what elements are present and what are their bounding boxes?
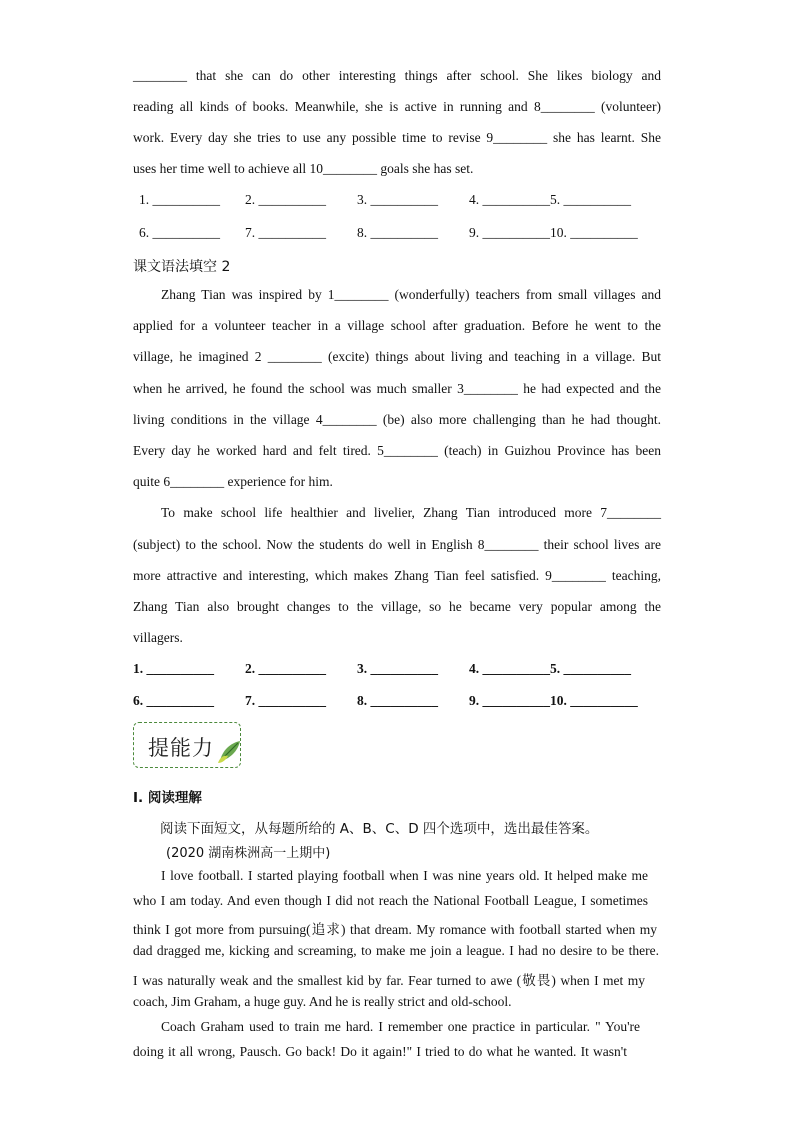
instruction-text: 阅读下面短文，从每题所给的 A、B、C、D 四个选项中，选出最佳答案。 bbox=[160, 821, 599, 837]
section-heading: 课文语法填空 2 bbox=[133, 259, 231, 275]
answer-blank: 7. __________ bbox=[245, 225, 326, 240]
reading-line: doing it all wrong, Pausch. Go back! Do it again!" I tried to do what he wanted. It wasn't bbox=[133, 1044, 627, 1059]
answer-blank: 2. __________ bbox=[245, 661, 326, 676]
answer-blank: 3. __________ bbox=[357, 192, 438, 207]
answer-blank: 4. __________5. __________ bbox=[469, 192, 631, 207]
section-title: I. 阅读理解 bbox=[133, 790, 202, 806]
passage2-line: village, he imagined 2 ________ (excite) things about living and teaching in a village. But bbox=[133, 349, 661, 364]
answer-blank: 9. __________10. __________ bbox=[469, 693, 638, 708]
passage1-line: reading all kinds of books. Meanwhile, she is active in running and 8________ (volunteer) bbox=[133, 99, 661, 114]
passage2-line: Every day he worked hard and felt tired. 5________ (teach) in Guizhou Province has been bbox=[133, 443, 661, 458]
reading-line: Coach Graham used to train me hard. I remember one practice in particular. " You're bbox=[161, 1019, 640, 1034]
leaf-icon bbox=[216, 739, 242, 765]
answer-blank: 4. __________5. __________ bbox=[469, 661, 631, 676]
answer-blank: 8. __________ bbox=[357, 225, 438, 240]
answer-blank: 6. __________ bbox=[139, 225, 220, 240]
passage2-line: quite 6________ experience for him. bbox=[133, 474, 333, 489]
answer-blank: 2. __________ bbox=[245, 192, 326, 207]
passage2-line: applied for a volunteer teacher in a village school after graduation. Before he went to the bbox=[133, 318, 661, 333]
answer-blank: 1. __________ bbox=[139, 192, 220, 207]
passage2-line: To make school life healthier and livelier, Zhang Tian introduced more 7________ bbox=[161, 505, 661, 520]
answer-blank: 6. __________ bbox=[133, 693, 214, 708]
answer-blank: 9. __________10. __________ bbox=[469, 225, 638, 240]
passage2-line: villagers. bbox=[133, 630, 183, 645]
answer-blank: 8. __________ bbox=[357, 693, 438, 708]
passage1-line: ________ that she can do other interesting things after school. She likes biology and bbox=[133, 68, 661, 83]
passage2-line: living conditions in the village 4________ (be) also more challenging than he had thought. bbox=[133, 412, 661, 427]
passage2-line: when he arrived, he found the school was much smaller 3________ he had expected and the bbox=[133, 381, 661, 396]
reading-line: who I am today. And even though I did not reach the National Football League, I sometimes bbox=[133, 893, 648, 908]
reading-line: I love football. I started playing football when I was nine years old. It helped make me bbox=[161, 868, 648, 883]
reading-line: think I got more from pursuing(追求) that dream. My romance with football started when my bbox=[133, 922, 657, 937]
passage1-line: work. Every day she tries to use any possible time to revise 9________ she has learnt. She bbox=[133, 130, 661, 145]
passage1-line: uses her time well to achieve all 10________ goals she has set. bbox=[133, 161, 474, 176]
answer-blank: 3. __________ bbox=[357, 661, 438, 676]
answer-blank: 1. __________ bbox=[133, 661, 214, 676]
reading-line: I was naturally weak and the smallest kid by far. Fear turned to awe (敬畏) when I met my bbox=[133, 973, 645, 988]
badge-label: 提能力 bbox=[148, 736, 214, 760]
reading-line: dad dragged me, kicking and screaming, to make me join a league. I had no desire to be there. bbox=[133, 943, 659, 958]
passage2-line: (subject) to the school. Now the students do well in English 8________ their school lives are bbox=[133, 537, 661, 552]
source-citation: (2020 湖南株洲高一上期中) bbox=[166, 846, 331, 861]
passage2-line: more attractive and interesting, which makes Zhang Tian feel satisfied. 9________ teaching, bbox=[133, 568, 661, 583]
reading-line: coach, Jim Graham, a huge guy. And he is really strict and old-school. bbox=[133, 994, 512, 1009]
skill-badge bbox=[133, 722, 241, 768]
passage2-line: Zhang Tian also brought changes to the village, so he became very popular among the bbox=[133, 599, 661, 614]
answer-blank: 7. __________ bbox=[245, 693, 326, 708]
passage2-line: Zhang Tian was inspired by 1________ (wonderfully) teachers from small villages and bbox=[161, 287, 661, 302]
